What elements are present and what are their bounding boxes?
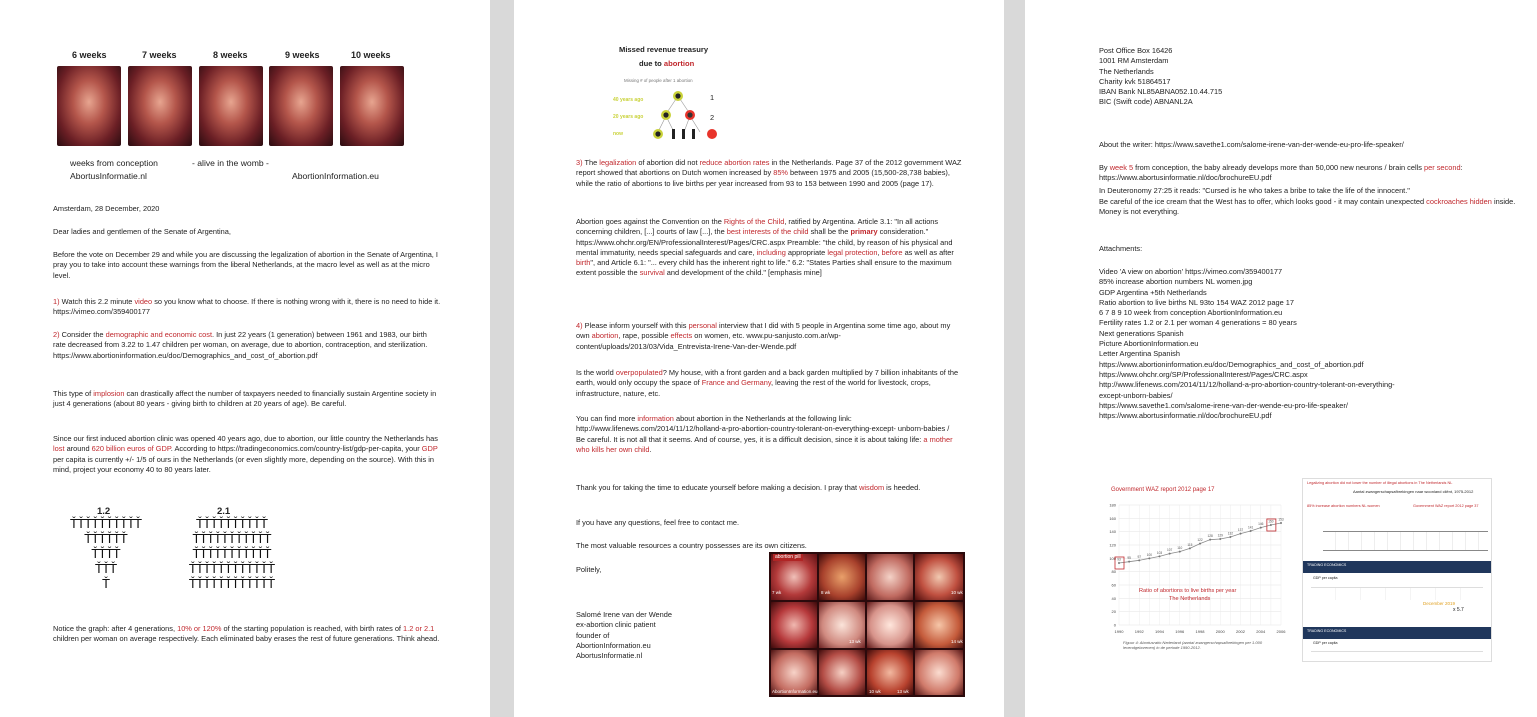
attachment-item: https://www.abortusinformatie.nl/doc/brochureEU.pdf	[1099, 411, 1272, 421]
week-label: 6 weeks	[72, 50, 107, 60]
signature-line: AbortusInformatie.nl	[576, 651, 643, 661]
collage-photo	[915, 650, 963, 695]
attachment-item: Letter Argentina Spanish	[1099, 349, 1180, 359]
chart-data-label: 128	[1207, 534, 1213, 539]
caption-weeks: weeks from conception	[70, 158, 158, 168]
address-line: BIC (Swift code) ABNANL2A	[1099, 97, 1193, 107]
embryo-photo	[128, 66, 192, 146]
fertility-high-label: 2.1	[217, 506, 231, 517]
chart-point	[1229, 536, 1231, 538]
chart-x-tick-label: 2002	[1236, 629, 1245, 634]
attachments-heading: Attachments:	[1099, 244, 1143, 253]
chart-y-tick-label: 120	[1109, 542, 1116, 548]
tree-caption: Missing # of people after 1 abortion	[624, 78, 693, 83]
collage-label: 10 wk	[951, 590, 963, 595]
address-line: IBAN Bank NL85ABNA052.10.44.715	[1099, 87, 1223, 97]
chart-title: Government WAZ report 2012 page 17	[1111, 487, 1215, 493]
gdp-multiplier: x 5.7	[1453, 607, 1464, 613]
chart-svg	[1099, 481, 1289, 656]
paragraph-thanks: Thank you for taking the time to educate yourself before making a decision. I pray that wisdom is heeded.	[576, 483, 921, 492]
chart-data-label: 146	[1258, 522, 1264, 527]
chart-y-tick-label: 180	[1109, 502, 1116, 508]
report-table	[1323, 531, 1488, 551]
paragraph-overpopulated: Is the world overpopulated? My house, with a front garden and a back garden multiplied by 7 billion inhabitants of the earth, would only occupy the space of France and Germany, leaving the rest of the world for livestock, crops, infrastructure, nature, etc.	[576, 368, 959, 398]
fertility-low-label: 1.2	[97, 506, 111, 517]
chart-data-label: 141	[1247, 525, 1254, 530]
chart-x-tick-label: 1992	[1134, 629, 1144, 634]
week-label: 10 weeks	[351, 50, 391, 60]
chart-data-label: 150	[1268, 519, 1274, 524]
tree-subtitle: due to abortion	[639, 59, 695, 68]
collage-label: 13 wk	[897, 689, 909, 694]
chart-y-tick-label: 140	[1109, 529, 1116, 535]
attachment-item: Next generations Spanish	[1099, 328, 1184, 338]
gdp-date: December 2019	[1423, 601, 1456, 606]
collage-watermark: AbortionInformation.eu	[772, 689, 818, 694]
chart-point	[1118, 562, 1120, 564]
chart-data-label: 132	[1227, 531, 1234, 536]
signature-block	[576, 610, 672, 661]
paragraph-more-info: You can find more information about abortion in the Netherlands at the following link: http://www.lifenews.com/2014/11/12/holland-a-pro-abortion-country-tolerant-on-everything-except- unborn-babies / Be careful. It is not all that it seems. And of course, yes, it is a difficult decision, since it is about taking life: a mother who kills her own child.	[576, 414, 953, 454]
chart-footnote: Figuur 4: Abortusratio Nederland (aantal zwangerschapsafbrekingen per 1.000 levendgeborenen) in de periode 1990-2012.	[1123, 640, 1263, 650]
paragraph-contact: If you have any questions, feel free to contact me.	[576, 518, 740, 527]
address-line: 1001 RM Amsterdam	[1099, 56, 1169, 66]
week-label: 8 weeks	[213, 50, 248, 60]
trading-economics-logo: TRADING ECONOMICS	[1307, 563, 1347, 567]
generation-tree-diagram	[652, 86, 727, 146]
fetal-development-collage	[769, 552, 965, 697]
paragraph-ice-cream: Be careful of the ice cream that the West has to offer, which looks good - it may contain unexpected cockroaches hidden inside. Money is not everything.	[1099, 197, 1516, 217]
signature-line: Salomé Irene van der Wende	[576, 610, 672, 619]
chart-series	[1115, 518, 1284, 570]
paragraph-graph-note: Notice the graph: after 4 generations, 10% or 120% of the starting population is reached, with birth rates of 1.2 or 2.1 children per woman on average respectively. Each eliminated baby erases the rest of future generations. Think ahead.	[53, 624, 440, 644]
chart-y-tick-label: 100	[1109, 555, 1116, 561]
report-title: Aantal zwangerschapsafbrekingen naar woonland cliënt, 1975-2012	[1353, 489, 1474, 494]
population-graph-high: ŤŤŤŤŤŤŤŤŤŤ ŤŤŤŤŤŤŤŤŤŤŤ ŤŤŤŤŤŤŤŤŤŤŤ ŤŤŤŤŤŤŤŤŤŤŤŤ ŤŤŤŤŤŤŤŤŤŤŤŤ	[189, 517, 275, 591]
chart-point	[1169, 553, 1171, 555]
chart-point	[1280, 522, 1282, 524]
collage-label: 7 wk	[772, 590, 782, 595]
week-label: 9 weeks	[285, 50, 320, 60]
chart-point	[1260, 527, 1262, 529]
embryo-photo	[199, 66, 263, 146]
chart-data-label: 93	[1117, 557, 1121, 562]
chart-caption-2: The Netherlands	[1169, 596, 1211, 602]
chart-x-ticks	[1115, 629, 1287, 634]
trading-economics-logo: TRADING ECONOMICS	[1307, 629, 1347, 633]
report-screenshot	[1302, 478, 1492, 662]
chart-grid	[1119, 505, 1281, 625]
chart-y-tick-label: 60	[1111, 582, 1116, 588]
chart-data-label: 122	[1197, 538, 1203, 543]
report-note: Government WAZ report 2012 page 37	[1413, 504, 1479, 508]
chart-y-tick-label: 0	[1113, 622, 1116, 628]
collage-label: 13 wk	[849, 639, 861, 644]
address-block	[1099, 46, 1222, 108]
attachment-item: Ratio abortion to live births NL 93to 154 WAZ 2012 page 17	[1099, 297, 1295, 307]
chart-point	[1270, 524, 1272, 526]
chart-y-ticks	[1109, 503, 1116, 628]
attachment-item: https://www.abortioninformation.eu/doc/Demographics_and_cost_of_abortion.pdf	[1099, 359, 1364, 369]
chart-data-label: 100	[1146, 552, 1153, 557]
tree-row-count: 2	[710, 113, 715, 122]
signature-line: ex-abortion clinic patient	[576, 620, 656, 630]
collage-title: abortion pill	[775, 554, 801, 560]
report-note: 85% increase abortion numbers NL women	[1307, 504, 1380, 508]
collage-photo	[867, 554, 913, 600]
embryo-photo	[269, 66, 333, 146]
chart-x-tick-label: 1998	[1195, 629, 1205, 634]
paragraph-rights-child: Abortion goes against the Convention on the Rights of the Child, ratified by Argentina. Article 3.1: "In all actions concerning children, [...] courts of law [...], the best interests of the child shall be the primary consideration." https://www.ohchr.org/EN/ProfessionalInterest/Pages/CRC.aspx Preamble: "the child, by reason of his physical and mental immaturity, needs special safeguards and care, including appropriate legal protection, before as well as after birth", and Article 6.1: "... every child has the inherent right to life." 6.2: "States Parties shall ensure to the maximum extent possible the survival and development of the child." [emphasis mine]	[576, 217, 954, 278]
attachment-item: GDP Argentina +5th Netherlands	[1099, 287, 1207, 297]
caption-site-nl: AbortusInformatie.nl	[70, 171, 147, 181]
attachment-item: 6 7 8 9 10 week from conception AbortionInformation.eu	[1099, 308, 1283, 318]
tree-row-label: 20 years ago	[613, 114, 644, 120]
embryo-photo	[340, 66, 404, 146]
tree-row-label: 40 years ago	[613, 97, 644, 103]
attachment-item: except-unborn-babies/	[1099, 390, 1173, 400]
chart-y-tick-label: 160	[1109, 515, 1116, 521]
chart-data-label: 129	[1217, 533, 1223, 538]
chart-data-label: 97	[1137, 554, 1142, 559]
chart-point	[1209, 539, 1211, 541]
chart-point	[1250, 530, 1252, 532]
collage-label: 8 wk	[821, 590, 831, 595]
report-header: Legalizing abortion did not lower the number of illegal abortions in The Netherlands NL	[1307, 481, 1453, 485]
population-graph-low: ŤŤŤŤŤŤŤŤŤŤ ŤŤŤŤŤŤ ŤŤŤŤ ŤŤŤ Ť	[70, 517, 142, 591]
paragraph-resources: The most valuable resources a country possesses are its own citizens.	[576, 541, 807, 550]
gdp-table-2	[1311, 651, 1483, 660]
collage-photo	[867, 602, 913, 648]
chart-caption: Ratio of abortions to live births per year	[1139, 588, 1237, 594]
gdp-heading: GDP per capita	[1313, 576, 1338, 580]
attachments-list	[1099, 267, 1529, 421]
caption-alive: - alive in the womb -	[192, 158, 269, 168]
paragraph-legalization: 3) The legalization of abortion did not reduce abortion rates in the Netherlands. Page 37 of the 2012 government WAZ report showed that abortions on Dutch women increased by 85% between 1975 and 2005 (15,500-28,738 babies), while the ratio of abortions to live births per year increased from 93 to 153 between 1990 and 2005 (page 17).	[576, 158, 962, 188]
address-line: The Netherlands	[1099, 66, 1154, 76]
chart-y-tick-label: 80	[1111, 569, 1116, 575]
tree-title: Missed revenue treasury	[619, 45, 709, 54]
address-line: Charity kvk 51864517	[1099, 76, 1171, 86]
chart-x-tick-label: 1990	[1114, 629, 1124, 634]
paragraph-neurons: By week 5 from conception, the baby already develops more than 50,000 new neurons / brain cells per second: https://www.abortusinformatie.nl/doc/brochureEU.pdf	[1099, 163, 1463, 183]
collage-photo	[819, 650, 865, 695]
address-line: Post Office Box 16426	[1099, 46, 1173, 55]
gdp-heading: GDP per capita	[1313, 641, 1338, 645]
chart-data-label: 115	[1187, 542, 1193, 547]
chart-data-label: 95	[1127, 556, 1131, 561]
attachment-item: Picture AbortionInformation.eu	[1099, 339, 1199, 349]
chart-point	[1219, 538, 1221, 540]
attachment-item: https://www.savethe1.com/salome-irene-van-der-wende-eu-pro-life-speaker/	[1099, 400, 1348, 410]
attachment-item: http://www.lifenews.com/2014/11/12/holland-a-pro-abortion-country-tolerant-on-everything-	[1099, 380, 1395, 390]
paragraph-video: 1) Watch this 2.2 minute video so you know what to choose. If there is nothing wrong with it, there is no need to hide it. https://vimeo.com/359400177	[53, 297, 441, 317]
gdp-table	[1311, 587, 1483, 600]
chart-x-tick-label: 1996	[1175, 629, 1185, 634]
tree-row-count: 1	[710, 93, 715, 102]
chart-point	[1189, 547, 1191, 549]
chart-data-label: 103	[1156, 550, 1163, 555]
collage-photo	[771, 602, 817, 648]
chart-x-tick-label: 2004	[1256, 629, 1266, 634]
chart-data-label: 137	[1237, 528, 1244, 533]
caption-site-eu: AbortionInformation.eu	[292, 171, 379, 181]
attachment-item: Fertility rates 1.2 or 2.1 per woman 4 generations = 80 years	[1099, 318, 1297, 328]
abortion-ratio-chart	[1099, 481, 1289, 656]
chart-point	[1138, 559, 1140, 561]
chart-point	[1240, 533, 1242, 535]
chart-point	[1128, 561, 1130, 563]
signature-line: founder of	[576, 630, 610, 640]
chart-point	[1148, 557, 1150, 559]
letter-salutation: Dear ladies and gentlemen of the Senate of Argentina,	[53, 227, 231, 236]
collage-label: 10 wk	[869, 689, 881, 694]
chart-x-tick-label: 2000	[1215, 629, 1225, 634]
chart-y-tick-label: 20	[1111, 609, 1116, 615]
signature-line: AbortionInformation.eu	[576, 640, 651, 650]
chart-point	[1199, 543, 1201, 545]
letter-date: Amsterdam, 28 December, 2020	[53, 204, 160, 213]
chart-x-tick-label: 1994	[1155, 629, 1164, 634]
paragraph-deuteronomy: In Deuteronomy 27:25 it reads: "Cursed is he who takes a bribe to take the life of the innocent."	[1099, 186, 1410, 195]
attachment-item: https://www.ohchr.org/SP/ProfessionalInterest/Pages/CRC.aspx	[1099, 369, 1308, 379]
chart-data-label: 153	[1278, 517, 1284, 522]
about-writer: About the writer: https://www.savethe1.com/salome-irene-van-der-wende-eu-pro-life-speaker/	[1099, 140, 1404, 149]
chart-data-label: 107	[1166, 548, 1173, 553]
chart-y-tick-label: 40	[1111, 595, 1116, 601]
paragraph-interview: 4) Please inform yourself with this personal interview that I did with 5 people in Argentina some time ago, about my own abortion, rape, possible effects on women, etc. www.pu-sanjusto.com.ar/wp-content/uploads/2013/03/Vida_Entrevista-Irene-Van-der-Wende.pdf	[576, 321, 951, 351]
attachment-item: 85% increase abortion numbers NL women.jpg	[1099, 277, 1253, 287]
week-label: 7 weeks	[142, 50, 177, 60]
chart-point	[1159, 555, 1161, 557]
chart-point	[1179, 551, 1181, 553]
tree-row-label: now	[613, 131, 623, 137]
letter-intro: Before the vote on December 29 and while you are discussing the legalization of abortion in the Senate of Argentina, I pray you to take into account these warnings from the liberal Netherlands, at the macro level as well as at the micro level.	[53, 250, 438, 280]
attachment-item: Video 'A view on abortion' https://vimeo.com/359400177	[1099, 267, 1283, 276]
paragraph-gdp: Since our first induced abortion clinic was opened 40 years ago, due to abortion, our little country the Netherlands has lost around 620 billion euros of GDP. According to https://tradingeconomics.com/country-list/gdp-per-capita, your GDP per capita is currently +/- 1/5 of ours in the Netherlands (or even slightly more, depending on the source). With this in mind, project your economy 40 to 80 years later.	[53, 434, 438, 474]
collage-label: 14 wk	[951, 639, 963, 644]
paragraph-demographic: 2) Consider the demographic and economic cost. In just 22 years (1 generation) between 1961 and 1983, our birth rate decreased from 3.22 to 1.47 children per woman, on average, due to abortion, contraception, and sterilization. https://www.abortioninformation.eu/doc/Demographics_and_cost_of_abortion.pdf	[53, 330, 428, 360]
chart-data-label: 110	[1177, 546, 1183, 551]
closing: Politely,	[576, 565, 602, 574]
embryo-photo	[57, 66, 121, 146]
paragraph-implosion: This type of implosion can drastically affect the number of taxpayers needed to financially sustain Argentine society in just 4 generations (about 80 years - giving birth to children at 20 years of age). Be careful.	[53, 389, 437, 409]
document-page-1	[0, 0, 490, 717]
chart-x-tick-label: 2006	[1276, 629, 1286, 634]
